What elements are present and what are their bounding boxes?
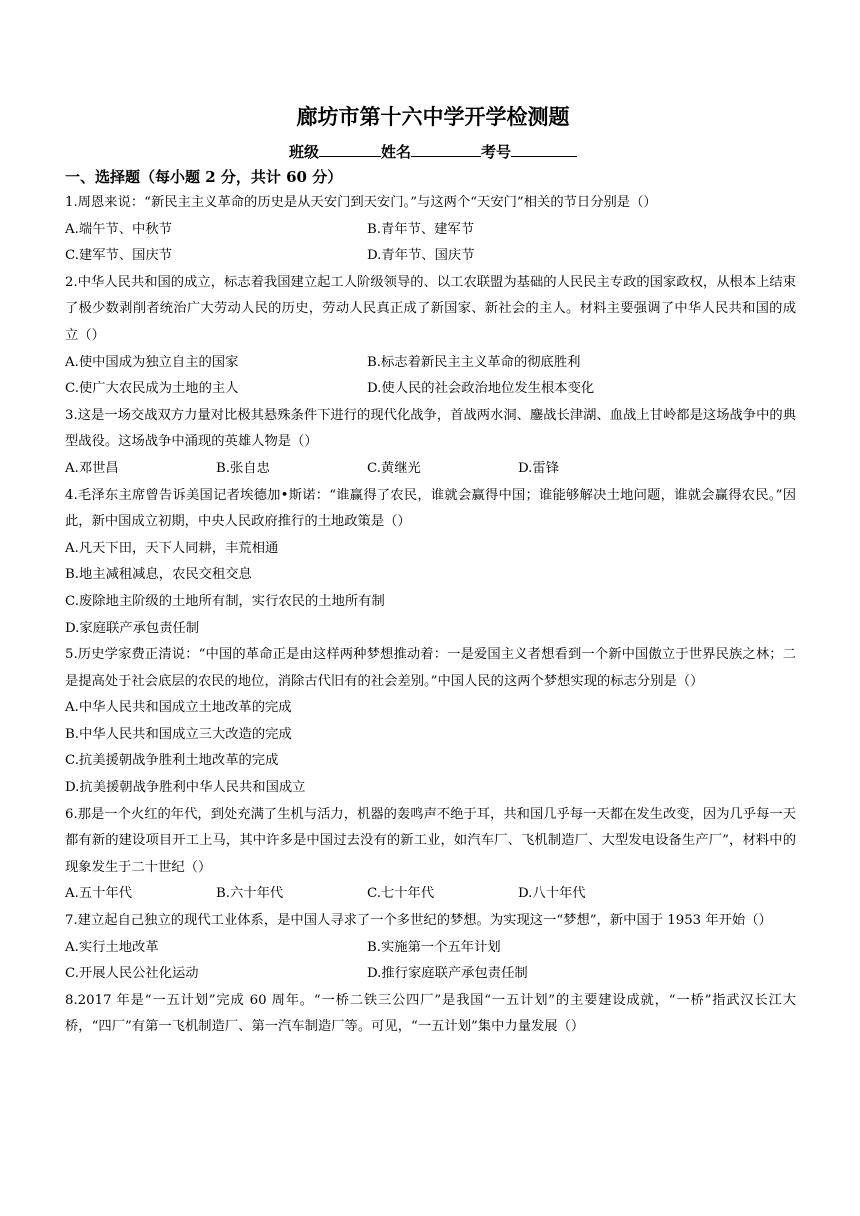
option-a[interactable]: A.端午节、中秋节 — [65, 221, 172, 237]
question-4 — [65, 483, 796, 643]
class-blank[interactable] — [319, 141, 381, 157]
option-c[interactable]: C.七十年代 — [367, 886, 435, 902]
option-c[interactable]: C.建军节、国庆节 — [65, 248, 173, 264]
question-7 — [65, 908, 796, 988]
option-b[interactable]: B.青年节、建军节 — [367, 221, 475, 237]
option-a[interactable]: A.邓世昌 — [65, 460, 119, 476]
option-a[interactable]: A.实行土地改革 — [65, 939, 159, 955]
question-5 — [65, 642, 796, 802]
option-b[interactable]: B.标志着新民主主义革命的彻底胜利 — [367, 354, 581, 370]
option-d[interactable]: D.八十年代 — [518, 886, 586, 902]
option-c[interactable]: C.使广大农民成为土地的主人 — [65, 381, 239, 397]
option-a[interactable]: A.使中国成为独立自主的国家 — [65, 354, 239, 370]
class-label: 班级 — [288, 143, 319, 161]
option-c[interactable]: C.开展人民公社化运动 — [65, 966, 199, 982]
question-stem: 5.历史学家费正清说：“中国的革命正是由这样两种梦想推动着：一是爱国主义者想看到一个新中国傲立于世界民族之林；二是提高处于社会底层的农民的地位，消除古代旧有的社会差别。”中国人民的这两个梦想实现的标志分别是（） — [65, 647, 796, 689]
question-stem: 7.建立起自己独立的现代工业体系，是中国人寻求了一个多世纪的梦想。为实现这一“梦想”，新中国于 1953 年开始（） — [65, 913, 772, 929]
question-stem: 8.2017 年是“一五计划”完成 60 周年。“一桥二铁三公四厂”是我国“一五计划”的主要建设成就，“一桥”指武汉长江大桥，“四厂”有第一飞机制造厂、第一汽车制造厂等。可见，“一五计划”集中力量发展（） — [65, 992, 796, 1035]
option-a[interactable]: A.五十年代 — [65, 886, 133, 902]
option-d[interactable]: D.青年节、国庆节 — [367, 248, 475, 264]
number-label: 考号 — [481, 143, 512, 161]
option-c[interactable]: C.黄继光 — [367, 460, 421, 476]
question-8 — [65, 988, 796, 1041]
question-6 — [65, 802, 796, 908]
option-d[interactable]: D.使人民的社会政治地位发生根本变化 — [367, 381, 595, 397]
name-blank[interactable] — [411, 141, 481, 157]
question-stem: 1.周恩来说：“新民主主义革命的历史是从天安门到天安门。”与这两个“天安门”相关的节日分别是（） — [65, 195, 657, 210]
name-label: 姓名 — [380, 143, 411, 161]
option-b[interactable]: B.张自忠 — [216, 460, 270, 476]
question-stem: 3.这是一场交战双方力量对比极其悬殊条件下进行的现代化战争，首战两水洞、鏖战长津湖、血战上甘岭都是这场战争中的典型战役。这场战争中涌现的英雄人物是（） — [65, 407, 796, 450]
option-a[interactable]: A.中华人民共和国成立土地改革的完成 — [65, 700, 292, 716]
student-info-line — [70, 140, 796, 164]
option-b[interactable]: B.六十年代 — [216, 886, 284, 902]
question-stem: 4.毛泽东主席曾告诉美国记者埃德加•斯诺：“谁赢得了农民，谁就会赢得中国；谁能够解决土地问题，谁就会赢得农民。”因此，新中国成立初期，中央人民政府推行的土地政策是（） — [65, 487, 796, 530]
exam-page — [65, 100, 796, 1041]
question-2 — [65, 270, 796, 403]
number-blank[interactable] — [511, 141, 577, 157]
question-stem: 2.中华人民共和国的成立，标志着我国建立起工人阶级领导的、以工农联盟为基础的人民民主专政的国家政权，从根本上结束了极少数剥削者统治广大劳动人民的历史，劳动人民真正成了新国家、新社会的主人。材料主要强调了中华人民共和国的成立（） — [65, 274, 796, 343]
option-d[interactable]: D.抗美援朝战争胜利中华人民共和国成立 — [65, 780, 306, 796]
option-b[interactable]: B.地主减租减息，农民交租交息 — [65, 567, 252, 583]
option-d[interactable]: D.雷锋 — [518, 460, 560, 476]
section-heading: 一、选择题（每小题 2 分，共计 60 分） — [65, 168, 343, 186]
option-c[interactable]: C.抗美援朝战争胜利土地改革的完成 — [65, 753, 279, 769]
option-b[interactable]: B.实施第一个五年计划 — [367, 939, 501, 955]
question-stem: 6.那是一个火红的年代，到处充满了生机与活力，机器的轰鸣声不绝于耳，共和国几乎每一天都在发生改变，因为几乎每一天都有新的建设项目开工上马，其中许多是中国过去没有的新工业，如汽车厂、飞机制造厂、大型发电设备生产厂”，材料中的现象发生于二十世纪（） — [65, 806, 796, 875]
question-1 — [65, 190, 796, 270]
option-b[interactable]: B.中华人民共和国成立三大改造的完成 — [65, 726, 292, 742]
option-c[interactable]: C.废除地主阶级的土地所有制，实行农民的土地所有制 — [65, 593, 385, 609]
page-title: 廊坊市第十六中学开学检测题 — [296, 104, 570, 129]
option-d[interactable]: D.推行家庭联产承包责任制 — [367, 966, 528, 982]
question-3 — [65, 403, 796, 483]
option-d[interactable]: D.家庭联产承包责任制 — [65, 620, 200, 636]
option-a[interactable]: A.凡天下田，天下人同耕，丰荒相通 — [65, 540, 279, 556]
